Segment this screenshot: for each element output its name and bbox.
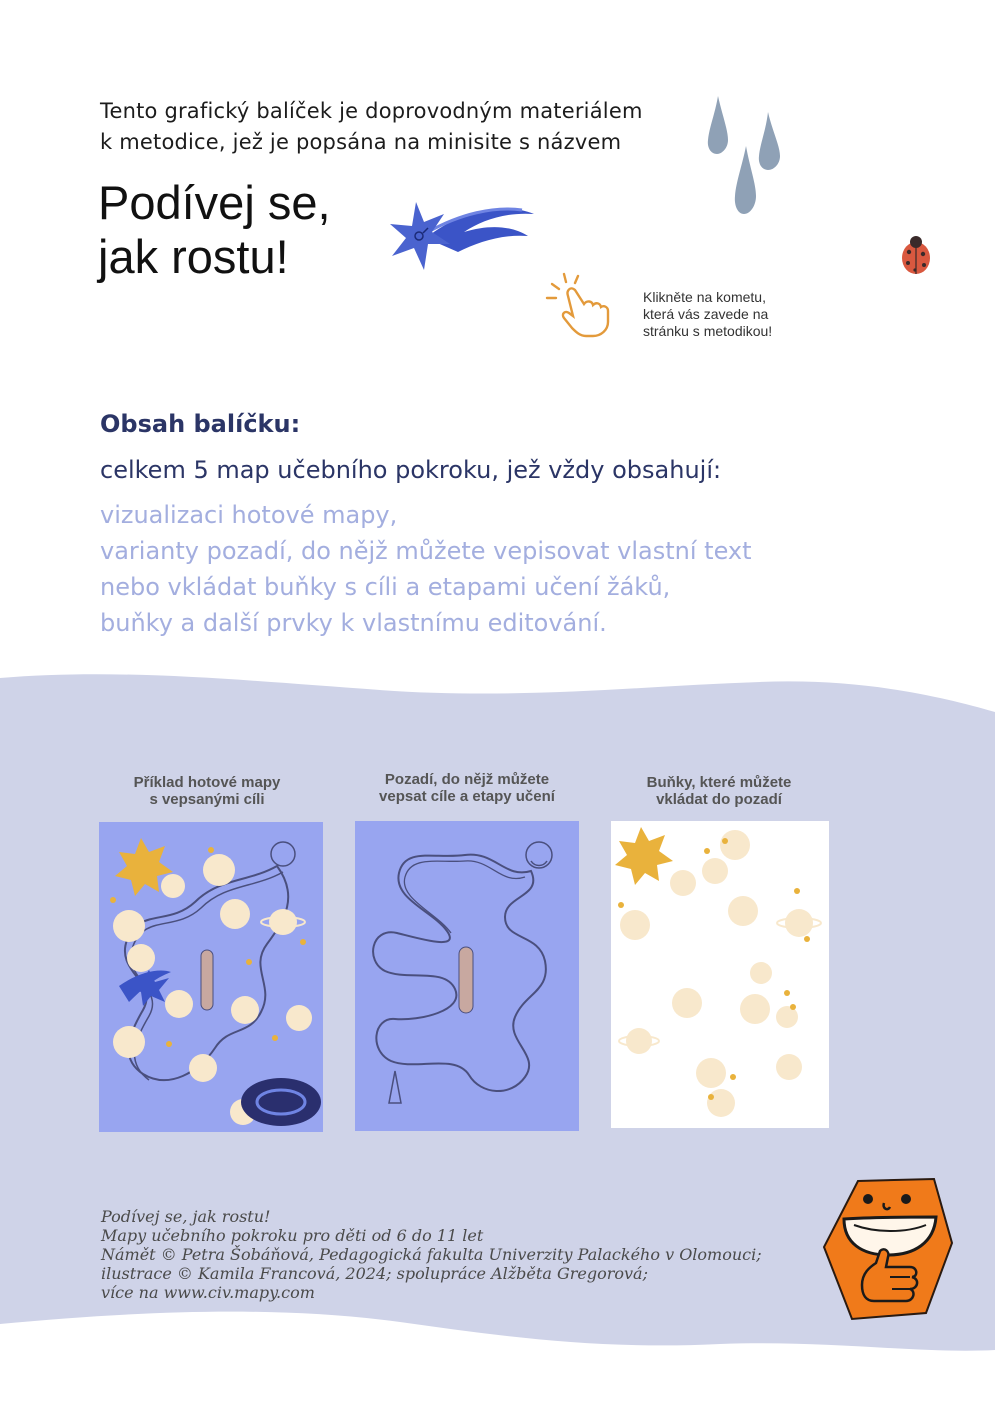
list-item: nebo vkládat buňky s cíli a etapami učení žáků, xyxy=(100,573,671,601)
intro-text xyxy=(100,96,680,158)
footer-line-2: Mapy učebního pokroku pro děti od 6 do 11 let xyxy=(101,1226,484,1245)
page-title xyxy=(98,176,331,284)
footer-credits xyxy=(101,1207,762,1302)
title-line-2: jak rostu! xyxy=(98,230,289,283)
intro-line-1: Tento grafický balíček je doprovodným materiálem xyxy=(100,99,643,123)
panel-label-background: Pozadí, do nějž můžete vepsat cíle a etapy učení xyxy=(379,771,555,805)
mascot-icon xyxy=(822,1177,954,1321)
example-map-thumbnail xyxy=(99,822,323,1132)
footer-line-4: ilustrace © Kamila Francová, 2024; spolupráce Alžběta Gregorová; xyxy=(101,1264,648,1283)
list-item: buňky a další prvky k vlastnímu editování. xyxy=(100,609,607,637)
list-item: vizualizaci hotové mapy, xyxy=(100,501,398,529)
intro-line-2: k metodice, jež je popsána na minisite s názvem xyxy=(100,130,622,154)
panel-label-example: Příklad hotové mapy s vepsanými cíli xyxy=(133,774,281,808)
panel-label-cells: Buňky, které můžete vkládat do pozadí xyxy=(646,774,792,808)
contents-list xyxy=(100,497,752,641)
background-map-thumbnail xyxy=(355,821,579,1131)
click-note-line-3: stránku s metodikou! xyxy=(643,323,773,339)
comet-icon[interactable] xyxy=(386,192,538,276)
footer-line-3: Námět © Petra Šobáňová, Pedagogická fakulta Univerzity Palackého v Olomouci; xyxy=(101,1245,762,1264)
cells-thumbnail xyxy=(611,821,829,1128)
ladybug-icon xyxy=(898,236,934,276)
rain-drops-icon xyxy=(700,94,792,224)
list-item: varianty pozadí, do nějž můžete vepisovat vlastní text xyxy=(100,537,752,565)
title-line-1: Podívej se, xyxy=(98,176,331,229)
click-note-line-1: Klikněte na kometu, xyxy=(643,289,766,305)
footer-line-5: více na www.civ.mapy.com xyxy=(101,1283,315,1302)
pointing-hand-icon xyxy=(544,270,616,340)
click-note xyxy=(643,289,813,340)
footer-line-1: Podívej se, jak rostu! xyxy=(101,1207,271,1226)
click-note-line-2: která vás zavede na xyxy=(643,306,769,322)
contents-subheading: celkem 5 map učebního pokroku, jež vždy obsahují: xyxy=(100,456,722,484)
contents-heading: Obsah balíčku: xyxy=(100,410,301,438)
